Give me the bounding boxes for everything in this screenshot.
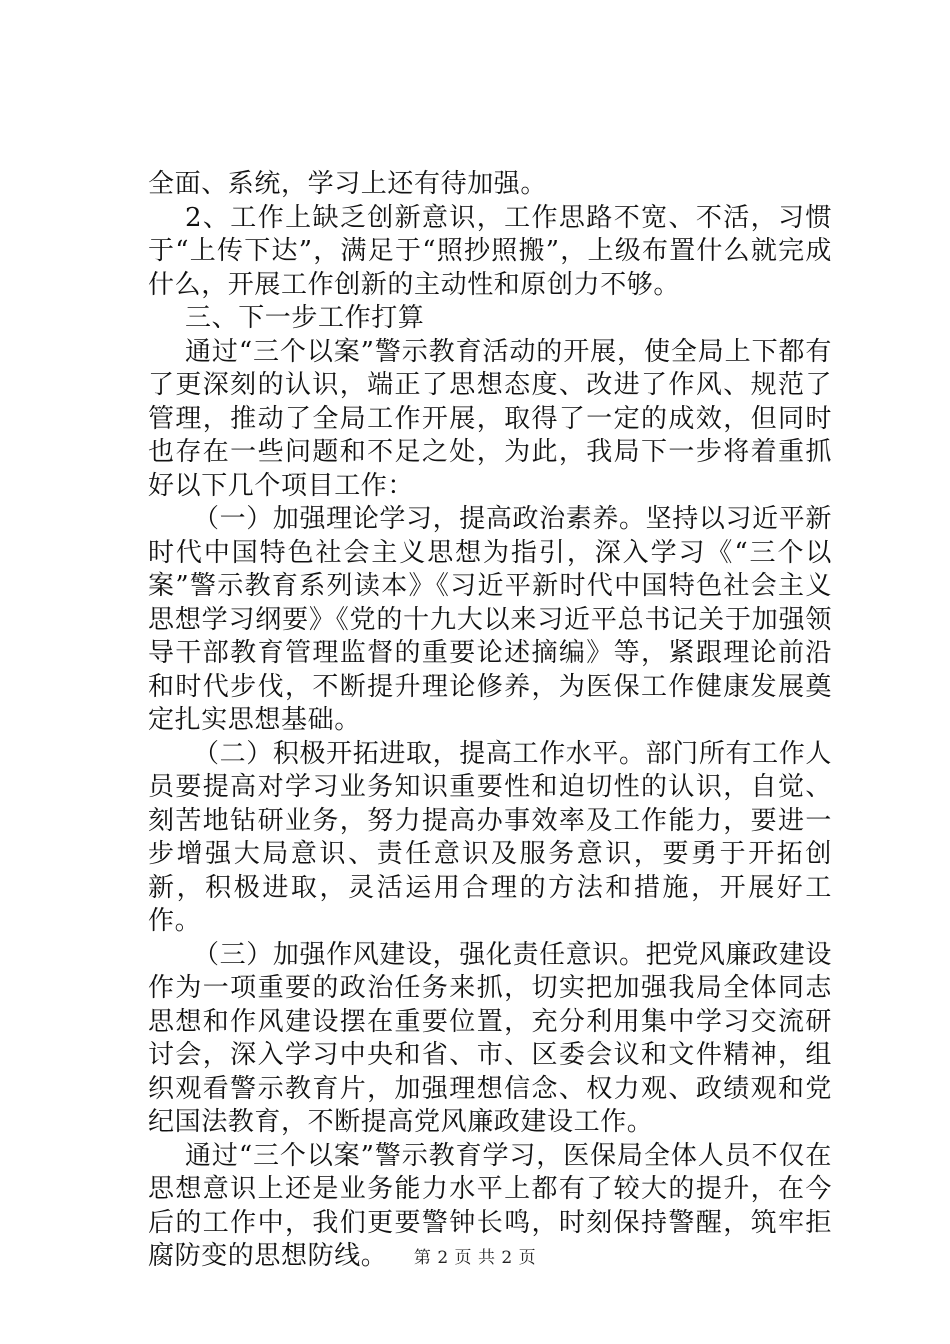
paragraph-problem-2: 2、工作上缺乏创新意识，工作思路不宽、不活，习惯于“上传下达”，满足于“照抄照搬”，上级布置什么就完成什么，开展工作创新的主动性和原创力不够。 [148, 202, 832, 300]
paragraph-item-2: （二）积极开拓进取，提高工作水平。部门所有工作人员要提高对学习业务知识重要性和迫切性的认识，自觉、刻苦地钻研业务，努力提高办事效率及工作能力，要进一步增强大局意识、责任意识及服务意识，要勇于开拓创新，积极进取，灵活运用合理的方法和措施，开展好工作。 [148, 738, 832, 936]
paragraph-next-steps-intro: 通过“三个以案”警示教育活动的开展，使全局上下都有了更深刻的认识，端正了思想态度、改进了作风、规范了管理，推动了全局工作开展，取得了一定的成效，但同时也存在一些问题和不足之处，为此，我局下一步将着重抓好以下几个项目工作： [148, 336, 832, 501]
document-body [148, 168, 832, 1274]
paragraph-conclusion: 通过“三个以案”警示教育学习，医保局全体人员不仅在思想意识上还是业务能力水平上都有了较大的提升，在今后的工作中，我们更要警钟长鸣，时刻保持警醒，筑牢拒腐防变的思想防线。 [148, 1140, 832, 1271]
paragraph-item-3: （三）加强作风建设，强化责任意识。把党风廉政建设作为一项重要的政治任务来抓，切实把加强我局全体同志思想和作风建设摆在重要位置，充分利用集中学习交流研讨会，深入学习中央和省、市、区委会议和文件精神，组织观看警示教育片，加强理想信念、权力观、政绩观和党纪国法教育，不断提高党风廉政建设工作。 [148, 939, 832, 1137]
paragraph-item-1: （一）加强理论学习，提高政治素养。坚持以习近平新时代中国特色社会主义思想为指引，深入学习《“三个以案”警示教育系列读本》《习近平新时代中国特色社会主义思想学习纲要》《党的十九大以来习近平总书记关于加强领导干部教育管理监督的重要论述摘编》等，紧跟理论前沿和时代步伐，不断提升理论修养，为医保工作健康发展奠定扎实思想基础。 [148, 504, 832, 735]
paragraph-continuation: 全面、系统，学习上还有待加强。 [148, 169, 548, 199]
page-footer: 第 2 页 共 2 页 [413, 1248, 537, 1268]
section-heading-next-steps: 三、下一步工作打算 [185, 303, 425, 333]
